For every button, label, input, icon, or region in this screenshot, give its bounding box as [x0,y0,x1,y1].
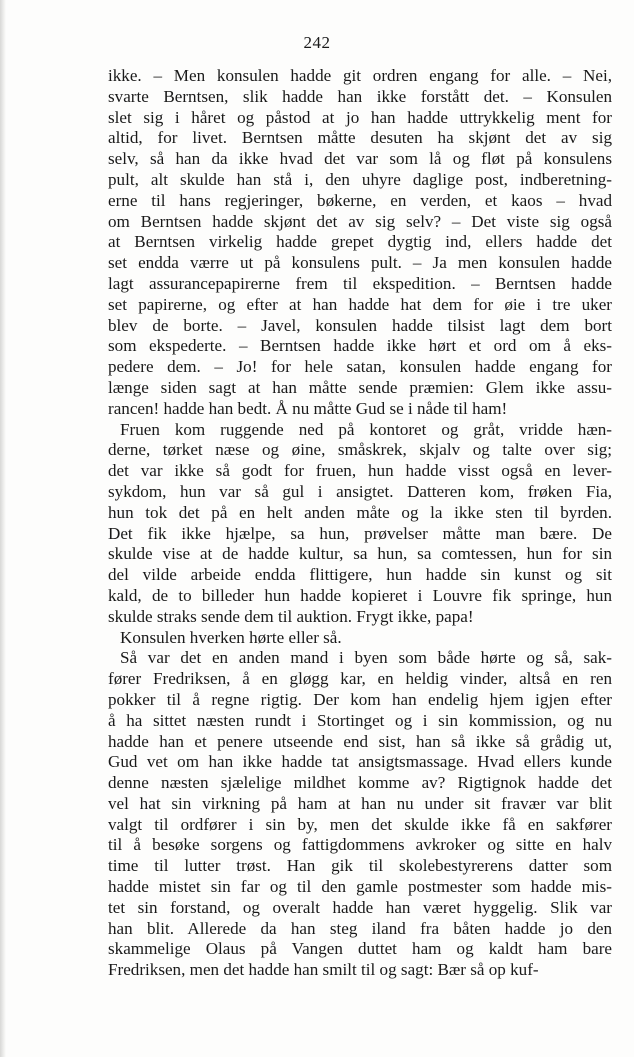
text-line: ikke. – Men konsulen hadde git ordren engang for alle. – Nei, [108,66,612,85]
text-line: det var ikke så godt for fruen, hun hadde visst også en lever- [108,461,612,481]
text-line: Gud vet om han ikke hadde tat ansigtsmassage. Hvad ellers kunde [108,752,612,772]
text-line: set papirerne, og efter at han hadde hat dem for øie i tre uker [108,294,612,314]
text-line: han blit. Allerede da han steg iland fra båten hadde jo den [108,918,612,938]
page-number: 242 [303,33,331,52]
text-line: svarte Berntsen, slik hadde han ikke forstått det. – Konsulen [108,86,612,106]
text-line: tet sin forstand, og overalt hadde han været hyggelig. Slik var [108,897,612,917]
text-line: kald, de to billeder hun hadde kopieret i Louvre fik springe, hun [108,585,612,605]
text-line: lagt assurancepapirerne frem til ekspedition. – Berntsen hadde [108,273,612,293]
text-line: selv, så han da ikke hvad det var som lå og fløt på konsulens [108,149,612,169]
body-text [108,66,612,981]
text-line: skulde straks sende dem til auktion. Frygt ikke, papa! [108,606,474,626]
text-line: sykdom, hun var så gul i ansigtet. Datteren kom, frøken Fia, [108,481,612,501]
text-line: denne næsten sjælelige mildhet komme av? Rigtignok hadde det [108,773,612,793]
page-edge-shadow [0,0,6,1057]
text-line: Fredriksen, men det hadde han smilt til og sagt: Bær så op kuf- [108,960,539,980]
paragraph [108,66,612,420]
text-line: længe siden sagt at han måtte sende præmien: Glem ikke assu- [108,377,612,397]
text-line: derne, tørket næse og øine, småskrek, skjalv og talte over sig; [108,440,612,460]
text-line: at Berntsen virkelig hadde grepet dygtig ind, ellers hadde det [108,232,612,252]
text-line: hadde mistet sin far og til den gamle postmester som hadde mis- [108,877,612,897]
text-line: valgt til ordfører i sin by, men det skulde ikke få en sakfører [108,814,612,834]
text-line: pult, alt skulde han stå i, den uhyre daglige post, indberetning- [108,169,612,189]
text-line: del vilde arbeide endda flittigere, hun hadde sin kunst og sit [108,565,612,585]
text-line: skulde vise at de hadde kultur, sa hun, sa comtessen, hun for sin [108,544,612,564]
text-line: Konsulen hverken hørte eller så. [120,627,342,647]
paragraph [108,648,612,981]
text-line: til å besøke sorgens og fattigdommens avkroker og sitte en halv [108,835,612,855]
text-line: rancen! hadde han bedt. Å nu måtte Gud se i nåde til ham! [108,398,508,418]
text-line: time til lutter trøst. Han gik til skolebestyrerens datter som [108,856,612,876]
text-line: altid, for livet. Berntsen måtte desuten ha skjønt det av sig [108,128,612,148]
text-line: hadde han et penere utseende end sist, han så ikke så grådig ut, [108,731,612,751]
text-line: Fruen kom ruggende ned på kontoret og gråt, vridde hæn- [120,419,612,439]
paragraph [108,420,612,628]
text-line: set endda værre ut på konsulens pult. – Ja men konsulen hadde [108,253,612,273]
text-line: om Berntsen hadde skjønt det av sig selv? – Det viste sig også [108,211,612,231]
text-line: pedere dem. – Jo! for hele satan, konsulen hadde engang for [108,357,612,377]
text-line: pokker til å regne rigtig. Der kom han endelig hjem igjen efter [108,689,612,709]
text-line: erne til hans regjeringer, bøkerne, en verden, et kaos – hvad [108,190,612,210]
text-line: som ekspederte. – Berntsen hadde ikke hørt et ord om å eks- [108,336,612,356]
text-line: å ha sittet næsten rundt i Stortinget og i sin kommission, og nu [108,710,612,730]
text-line: vel hat sin virkning på ham at han nu under sit fravær var blit [108,793,612,813]
text-line: blev de borte. – Javel, konsulen hadde tilsist lagt dem bort [108,315,612,335]
text-line: fører Fredriksen, å en gløgg kar, en heldig vinder, altså en ren [108,669,612,689]
text-line: Det fik ikke hjælpe, sa hun, prøvelser måtte man bære. De [108,523,612,543]
text-line: Så var det en anden mand i byen som både hørte og så, sak- [120,648,612,668]
text-line: hun tok det på en helt anden måte og la ikke sten til byrden. [108,502,612,522]
text-line: slet sig i håret og påstod at jo han hadde uttrykkelig ment for [108,107,612,127]
text-line: skammelige Olaus på Vangen duttet ham og kaldt ham bare [108,939,612,959]
paragraph [108,628,612,649]
